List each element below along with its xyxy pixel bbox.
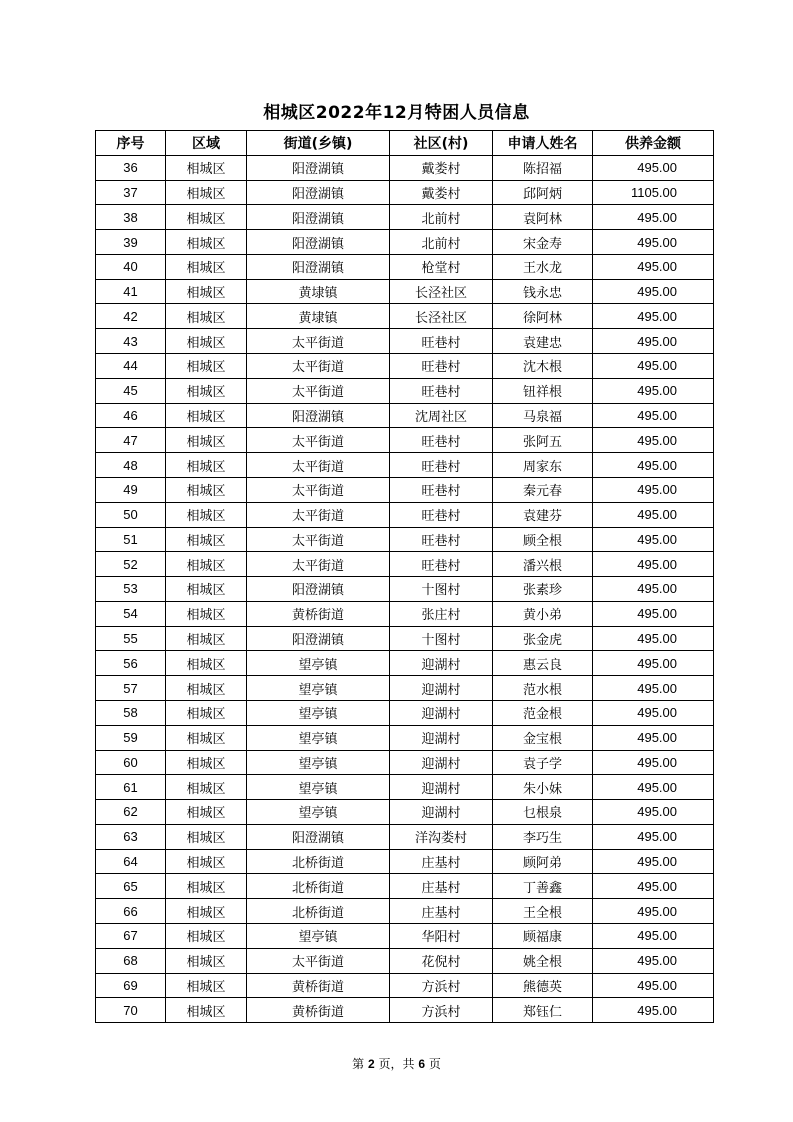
cell-community: 张庄村 bbox=[390, 601, 493, 626]
cell-street: 阳澄湖镇 bbox=[247, 824, 390, 849]
cell-district: 相城区 bbox=[166, 824, 247, 849]
cell-amount: 495.00 bbox=[593, 428, 714, 453]
cell-community: 长泾社区 bbox=[390, 304, 493, 329]
table-row bbox=[96, 874, 714, 899]
table-row bbox=[96, 155, 714, 180]
table-row bbox=[96, 453, 714, 478]
table-row bbox=[96, 824, 714, 849]
table-row bbox=[96, 626, 714, 651]
cell-district: 相城区 bbox=[166, 750, 247, 775]
cell-applicant-name: 袁子学 bbox=[493, 750, 593, 775]
cell-row-index: 39 bbox=[96, 230, 166, 255]
cell-row-index: 62 bbox=[96, 800, 166, 825]
cell-amount: 495.00 bbox=[593, 824, 714, 849]
cell-amount: 495.00 bbox=[593, 601, 714, 626]
cell-amount: 495.00 bbox=[593, 899, 714, 924]
cell-amount: 495.00 bbox=[593, 700, 714, 725]
document-title: 相城区2022年12月特困人员信息 bbox=[263, 103, 530, 123]
cell-applicant-name: 王全根 bbox=[493, 899, 593, 924]
cell-applicant-name: 袁阿林 bbox=[493, 205, 593, 230]
cell-community: 旺巷村 bbox=[390, 329, 493, 354]
cell-applicant-name: 钮祥根 bbox=[493, 378, 593, 403]
cell-amount: 495.00 bbox=[593, 676, 714, 701]
cell-community: 沈周社区 bbox=[390, 403, 493, 428]
table-row bbox=[96, 899, 714, 924]
cell-amount: 495.00 bbox=[593, 577, 714, 602]
cell-community: 枪堂村 bbox=[390, 254, 493, 279]
cell-amount: 495.00 bbox=[593, 502, 714, 527]
cell-street: 阳澄湖镇 bbox=[247, 403, 390, 428]
cell-district: 相城区 bbox=[166, 725, 247, 750]
cell-district: 相城区 bbox=[166, 428, 247, 453]
cell-amount: 495.00 bbox=[593, 552, 714, 577]
cell-community: 迎湖村 bbox=[390, 800, 493, 825]
cell-applicant-name: 陈招福 bbox=[493, 155, 593, 180]
cell-applicant-name: 丁善鑫 bbox=[493, 874, 593, 899]
cell-street: 太平街道 bbox=[247, 453, 390, 478]
cell-street: 北桥街道 bbox=[247, 899, 390, 924]
cell-row-index: 56 bbox=[96, 651, 166, 676]
footer-page-number: 2 bbox=[367, 1057, 375, 1071]
cell-community: 迎湖村 bbox=[390, 725, 493, 750]
cell-amount: 495.00 bbox=[593, 304, 714, 329]
cell-street: 黄埭镇 bbox=[247, 304, 390, 329]
cell-district: 相城区 bbox=[166, 601, 247, 626]
cell-amount: 1105.00 bbox=[593, 180, 714, 205]
table-row bbox=[96, 577, 714, 602]
cell-street: 阳澄湖镇 bbox=[247, 577, 390, 602]
cell-community: 庄基村 bbox=[390, 899, 493, 924]
cell-row-index: 46 bbox=[96, 403, 166, 428]
cell-street: 太平街道 bbox=[247, 354, 390, 379]
cell-applicant-name: 顾阿弟 bbox=[493, 849, 593, 874]
cell-street: 太平街道 bbox=[247, 552, 390, 577]
cell-amount: 495.00 bbox=[593, 651, 714, 676]
footer-prefix: 第 bbox=[352, 1057, 365, 1071]
cell-community: 十图村 bbox=[390, 626, 493, 651]
cell-community: 迎湖村 bbox=[390, 700, 493, 725]
cell-street: 望亭镇 bbox=[247, 775, 390, 800]
cell-row-index: 52 bbox=[96, 552, 166, 577]
cell-applicant-name: 钱永忠 bbox=[493, 279, 593, 304]
cell-street: 阳澄湖镇 bbox=[247, 626, 390, 651]
cell-row-index: 37 bbox=[96, 180, 166, 205]
cell-row-index: 70 bbox=[96, 998, 166, 1023]
table-row bbox=[96, 973, 714, 998]
cell-applicant-name: 袁建芬 bbox=[493, 502, 593, 527]
cell-district: 相城区 bbox=[166, 378, 247, 403]
cell-applicant-name: 顾全根 bbox=[493, 527, 593, 552]
cell-applicant-name: 郑钰仁 bbox=[493, 998, 593, 1023]
cell-street: 望亭镇 bbox=[247, 676, 390, 701]
cell-community: 方浜村 bbox=[390, 998, 493, 1023]
table-row bbox=[96, 527, 714, 552]
cell-community: 旺巷村 bbox=[390, 502, 493, 527]
cell-community: 洋沟娄村 bbox=[390, 824, 493, 849]
cell-row-index: 44 bbox=[96, 354, 166, 379]
cell-row-index: 43 bbox=[96, 329, 166, 354]
cell-row-index: 41 bbox=[96, 279, 166, 304]
cell-community: 北前村 bbox=[390, 205, 493, 230]
cell-amount: 495.00 bbox=[593, 254, 714, 279]
table-row bbox=[96, 750, 714, 775]
cell-district: 相城区 bbox=[166, 924, 247, 949]
cell-row-index: 59 bbox=[96, 725, 166, 750]
column-header-applicant: 申请人姓名 bbox=[493, 131, 593, 156]
cell-street: 阳澄湖镇 bbox=[247, 230, 390, 255]
cell-street: 北桥街道 bbox=[247, 874, 390, 899]
table-row bbox=[96, 477, 714, 502]
cell-street: 望亭镇 bbox=[247, 651, 390, 676]
cell-applicant-name: 潘兴根 bbox=[493, 552, 593, 577]
cell-street: 太平街道 bbox=[247, 428, 390, 453]
table-row bbox=[96, 428, 714, 453]
cell-district: 相城区 bbox=[166, 254, 247, 279]
cell-community: 戴娄村 bbox=[390, 155, 493, 180]
cell-street: 太平街道 bbox=[247, 948, 390, 973]
cell-amount: 495.00 bbox=[593, 874, 714, 899]
table-row bbox=[96, 800, 714, 825]
cell-community: 迎湖村 bbox=[390, 775, 493, 800]
cell-district: 相城区 bbox=[166, 676, 247, 701]
cell-community: 庄基村 bbox=[390, 849, 493, 874]
cell-street: 望亭镇 bbox=[247, 800, 390, 825]
cell-street: 阳澄湖镇 bbox=[247, 180, 390, 205]
cell-amount: 495.00 bbox=[593, 205, 714, 230]
cell-applicant-name: 王水龙 bbox=[493, 254, 593, 279]
cell-street: 黄埭镇 bbox=[247, 279, 390, 304]
cell-community: 北前村 bbox=[390, 230, 493, 255]
cell-community: 旺巷村 bbox=[390, 477, 493, 502]
cell-amount: 495.00 bbox=[593, 924, 714, 949]
cell-street: 黄桥街道 bbox=[247, 601, 390, 626]
column-header-street: 街道(乡镇) bbox=[247, 131, 390, 156]
table-row bbox=[96, 180, 714, 205]
cell-district: 相城区 bbox=[166, 651, 247, 676]
cell-street: 望亭镇 bbox=[247, 725, 390, 750]
cell-row-index: 67 bbox=[96, 924, 166, 949]
cell-district: 相城区 bbox=[166, 403, 247, 428]
cell-row-index: 57 bbox=[96, 676, 166, 701]
cell-row-index: 64 bbox=[96, 849, 166, 874]
cell-community: 迎湖村 bbox=[390, 676, 493, 701]
cell-district: 相城区 bbox=[166, 973, 247, 998]
footer-total-pages: 6 bbox=[418, 1057, 426, 1071]
footer-middle: 页，共 bbox=[378, 1057, 415, 1071]
cell-amount: 495.00 bbox=[593, 329, 714, 354]
cell-district: 相城区 bbox=[166, 626, 247, 651]
table-row bbox=[96, 205, 714, 230]
cell-district: 相城区 bbox=[166, 180, 247, 205]
footer-suffix: 页 bbox=[428, 1057, 441, 1071]
cell-community: 戴娄村 bbox=[390, 180, 493, 205]
cell-amount: 495.00 bbox=[593, 849, 714, 874]
cell-applicant-name: 袁建忠 bbox=[493, 329, 593, 354]
cell-row-index: 36 bbox=[96, 155, 166, 180]
cell-row-index: 60 bbox=[96, 750, 166, 775]
table-row bbox=[96, 552, 714, 577]
cell-community: 迎湖村 bbox=[390, 750, 493, 775]
cell-district: 相城区 bbox=[166, 998, 247, 1023]
cell-district: 相城区 bbox=[166, 205, 247, 230]
cell-street: 阳澄湖镇 bbox=[247, 155, 390, 180]
cell-district: 相城区 bbox=[166, 354, 247, 379]
cell-row-index: 40 bbox=[96, 254, 166, 279]
cell-street: 望亭镇 bbox=[247, 700, 390, 725]
cell-applicant-name: 宋金寿 bbox=[493, 230, 593, 255]
cell-amount: 495.00 bbox=[593, 527, 714, 552]
cell-applicant-name: 沈木根 bbox=[493, 354, 593, 379]
cell-street: 太平街道 bbox=[247, 502, 390, 527]
cell-applicant-name: 秦元春 bbox=[493, 477, 593, 502]
column-header-amount: 供养金额 bbox=[593, 131, 714, 156]
cell-amount: 495.00 bbox=[593, 155, 714, 180]
cell-community: 旺巷村 bbox=[390, 453, 493, 478]
cell-community: 长泾社区 bbox=[390, 279, 493, 304]
cell-street: 黄桥街道 bbox=[247, 998, 390, 1023]
table-row bbox=[96, 254, 714, 279]
cell-row-index: 49 bbox=[96, 477, 166, 502]
cell-applicant-name: 马泉福 bbox=[493, 403, 593, 428]
cell-row-index: 66 bbox=[96, 899, 166, 924]
cell-applicant-name: 张素珍 bbox=[493, 577, 593, 602]
cell-row-index: 58 bbox=[96, 700, 166, 725]
cell-street: 太平街道 bbox=[247, 378, 390, 403]
table-row bbox=[96, 651, 714, 676]
cell-street: 太平街道 bbox=[247, 527, 390, 552]
cell-street: 黄桥街道 bbox=[247, 973, 390, 998]
cell-district: 相城区 bbox=[166, 155, 247, 180]
table-row bbox=[96, 279, 714, 304]
cell-row-index: 68 bbox=[96, 948, 166, 973]
cell-district: 相城区 bbox=[166, 948, 247, 973]
cell-district: 相城区 bbox=[166, 700, 247, 725]
cell-community: 庄基村 bbox=[390, 874, 493, 899]
table-row bbox=[96, 924, 714, 949]
cell-community: 旺巷村 bbox=[390, 552, 493, 577]
cell-applicant-name: 熊德英 bbox=[493, 973, 593, 998]
cell-applicant-name: 周家东 bbox=[493, 453, 593, 478]
cell-amount: 495.00 bbox=[593, 626, 714, 651]
cell-district: 相城区 bbox=[166, 800, 247, 825]
cell-district: 相城区 bbox=[166, 279, 247, 304]
cell-street: 望亭镇 bbox=[247, 924, 390, 949]
cell-community: 花倪村 bbox=[390, 948, 493, 973]
cell-applicant-name: 张金虎 bbox=[493, 626, 593, 651]
cell-street: 太平街道 bbox=[247, 477, 390, 502]
cell-district: 相城区 bbox=[166, 552, 247, 577]
cell-amount: 495.00 bbox=[593, 354, 714, 379]
cell-row-index: 69 bbox=[96, 973, 166, 998]
cell-row-index: 45 bbox=[96, 378, 166, 403]
cell-applicant-name: 李巧生 bbox=[493, 824, 593, 849]
cell-applicant-name: 姚全根 bbox=[493, 948, 593, 973]
cell-row-index: 65 bbox=[96, 874, 166, 899]
column-header-index: 序号 bbox=[96, 131, 166, 156]
cell-row-index: 50 bbox=[96, 502, 166, 527]
page-footer bbox=[0, 1056, 793, 1072]
cell-applicant-name: 范水根 bbox=[493, 676, 593, 701]
cell-applicant-name: 顾福康 bbox=[493, 924, 593, 949]
table-row bbox=[96, 998, 714, 1023]
table-row bbox=[96, 354, 714, 379]
cell-applicant-name: 乜根泉 bbox=[493, 800, 593, 825]
cell-applicant-name: 朱小妹 bbox=[493, 775, 593, 800]
table-row bbox=[96, 304, 714, 329]
table-body bbox=[96, 155, 714, 1022]
table-row bbox=[96, 230, 714, 255]
table-row bbox=[96, 502, 714, 527]
cell-district: 相城区 bbox=[166, 329, 247, 354]
cell-district: 相城区 bbox=[166, 502, 247, 527]
cell-amount: 495.00 bbox=[593, 948, 714, 973]
cell-applicant-name: 徐阿林 bbox=[493, 304, 593, 329]
cell-district: 相城区 bbox=[166, 304, 247, 329]
cell-amount: 495.00 bbox=[593, 973, 714, 998]
table-row bbox=[96, 725, 714, 750]
cell-district: 相城区 bbox=[166, 577, 247, 602]
cell-amount: 495.00 bbox=[593, 403, 714, 428]
table-row bbox=[96, 403, 714, 428]
column-header-district: 区域 bbox=[166, 131, 247, 156]
cell-row-index: 61 bbox=[96, 775, 166, 800]
cell-applicant-name: 惠云良 bbox=[493, 651, 593, 676]
table-row bbox=[96, 601, 714, 626]
cell-street: 阳澄湖镇 bbox=[247, 254, 390, 279]
cell-street: 阳澄湖镇 bbox=[247, 205, 390, 230]
table-row bbox=[96, 378, 714, 403]
cell-district: 相城区 bbox=[166, 899, 247, 924]
cell-district: 相城区 bbox=[166, 453, 247, 478]
cell-row-index: 63 bbox=[96, 824, 166, 849]
cell-amount: 495.00 bbox=[593, 477, 714, 502]
cell-applicant-name: 张阿五 bbox=[493, 428, 593, 453]
cell-row-index: 53 bbox=[96, 577, 166, 602]
cell-row-index: 42 bbox=[96, 304, 166, 329]
cell-amount: 495.00 bbox=[593, 230, 714, 255]
cell-street: 太平街道 bbox=[247, 329, 390, 354]
cell-amount: 495.00 bbox=[593, 453, 714, 478]
cell-community: 迎湖村 bbox=[390, 651, 493, 676]
cell-row-index: 51 bbox=[96, 527, 166, 552]
cell-district: 相城区 bbox=[166, 527, 247, 552]
cell-community: 方浜村 bbox=[390, 973, 493, 998]
cell-community: 旺巷村 bbox=[390, 378, 493, 403]
cell-amount: 495.00 bbox=[593, 378, 714, 403]
cell-amount: 495.00 bbox=[593, 775, 714, 800]
cell-community: 旺巷村 bbox=[390, 428, 493, 453]
cell-community: 旺巷村 bbox=[390, 354, 493, 379]
cell-row-index: 38 bbox=[96, 205, 166, 230]
cell-amount: 495.00 bbox=[593, 725, 714, 750]
cell-applicant-name: 黄小弟 bbox=[493, 601, 593, 626]
cell-amount: 495.00 bbox=[593, 800, 714, 825]
table-row bbox=[96, 948, 714, 973]
cell-community: 旺巷村 bbox=[390, 527, 493, 552]
cell-amount: 495.00 bbox=[593, 998, 714, 1023]
cell-row-index: 54 bbox=[96, 601, 166, 626]
cell-applicant-name: 范金根 bbox=[493, 700, 593, 725]
cell-amount: 495.00 bbox=[593, 279, 714, 304]
cell-community: 华阳村 bbox=[390, 924, 493, 949]
table-row bbox=[96, 676, 714, 701]
table-row bbox=[96, 700, 714, 725]
table-row bbox=[96, 329, 714, 354]
cell-district: 相城区 bbox=[166, 230, 247, 255]
table-row bbox=[96, 775, 714, 800]
cell-district: 相城区 bbox=[166, 849, 247, 874]
cell-amount: 495.00 bbox=[593, 750, 714, 775]
cell-applicant-name: 邱阿炳 bbox=[493, 180, 593, 205]
cell-community: 十图村 bbox=[390, 577, 493, 602]
cell-street: 北桥街道 bbox=[247, 849, 390, 874]
cell-district: 相城区 bbox=[166, 775, 247, 800]
table-row bbox=[96, 849, 714, 874]
cell-district: 相城区 bbox=[166, 874, 247, 899]
table-header-row bbox=[96, 131, 714, 156]
cell-applicant-name: 金宝根 bbox=[493, 725, 593, 750]
column-header-community: 社区(村) bbox=[390, 131, 493, 156]
recipients-table bbox=[95, 130, 714, 1023]
cell-row-index: 47 bbox=[96, 428, 166, 453]
cell-row-index: 55 bbox=[96, 626, 166, 651]
cell-row-index: 48 bbox=[96, 453, 166, 478]
cell-district: 相城区 bbox=[166, 477, 247, 502]
cell-street: 望亭镇 bbox=[247, 750, 390, 775]
